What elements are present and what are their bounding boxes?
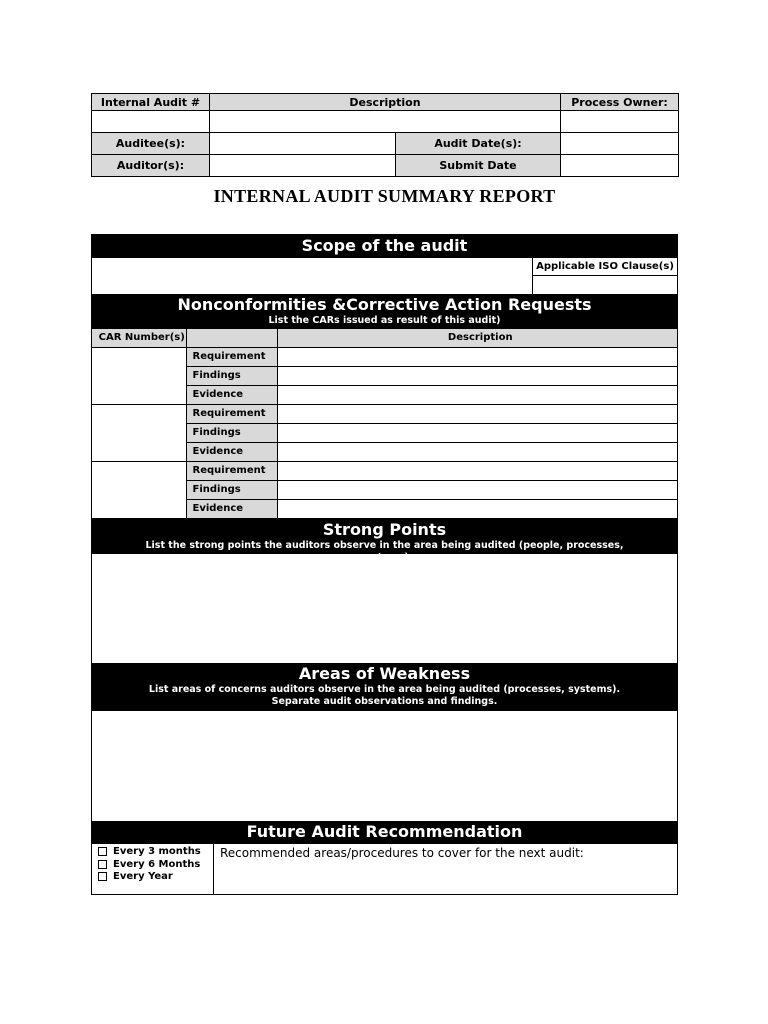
internal-audit-number-field[interactable] [92,111,210,133]
car-row-label: Findings [186,423,277,442]
audit-dates-field[interactable] [561,133,679,155]
weakness-section-header [92,663,677,711]
process-owner-label: Process Owner: [561,94,679,111]
car-row-label: Findings [186,366,277,385]
car-row-label: Evidence [186,442,277,461]
submit-date-label: Submit Date [396,155,561,177]
future-section-header [92,821,677,844]
car-table [92,329,677,519]
audit-dates-label: Audit Date(s): [396,133,561,155]
checkbox-icon[interactable] [98,872,107,881]
auditees-label: Auditee(s): [92,133,210,155]
car-row-field[interactable] [277,480,677,499]
recommended-areas-label: Recommended areas/procedures to cover for the next audit: [220,845,584,860]
frequency-option-3-months[interactable] [98,846,213,859]
iso-clause-box [532,258,677,294]
auditees-field[interactable] [210,133,396,155]
car-row-field[interactable] [277,442,677,461]
recommended-areas-field[interactable] [214,844,584,894]
iso-clause-label: Applicable ISO Clause(s) [532,258,677,276]
car-row-field[interactable] [277,404,677,423]
car-row-field[interactable] [277,461,677,480]
car-row-label: Requirement [186,461,277,480]
car-description-header: Description [277,329,677,347]
weakness-heading: Areas of Weakness [298,663,471,683]
strong-points-subheading: List the strong points the auditors observe in the area being audited (people, processes, systems) [145,539,624,563]
frequency-option-label: Every Year [113,871,173,883]
audit-form [91,234,678,895]
future-row [92,844,677,894]
weakness-subheading: List areas of concerns auditors observe in the area being audited (processes, systems). Separate audit observations and findings. [148,683,621,707]
car-number-header: CAR Number(s) [92,329,186,347]
scope-row [92,258,677,294]
strong-points-heading: Strong Points [322,519,447,539]
car-row-label: Requirement [186,347,277,366]
audit-header-table [91,93,679,177]
car-number-field[interactable] [92,347,186,404]
car-row-label: Evidence [186,385,277,404]
auditors-label: Auditor(s): [92,155,210,177]
car-row-label: Evidence [186,499,277,518]
strong-points-section-header [92,519,677,563]
submit-date-field[interactable] [561,155,679,177]
checkbox-icon[interactable] [98,847,107,856]
scope-field[interactable] [92,258,531,294]
checkbox-icon[interactable] [98,860,107,869]
car-blank-header [186,329,277,347]
car-row-field[interactable] [277,385,677,404]
nonconformities-section-header [92,294,677,329]
car-number-field[interactable] [92,404,186,461]
process-owner-field[interactable] [561,111,679,133]
car-row-field[interactable] [277,499,677,518]
nonconformities-heading: Nonconformities &Corrective Action Requests [177,295,592,314]
future-heading: Future Audit Recommendation [246,821,523,841]
frequency-option-6-months[interactable] [98,858,213,871]
iso-clause-field[interactable] [532,276,677,294]
frequency-option-label: Every 6 Months [113,858,201,870]
car-row-label: Findings [186,480,277,499]
car-row-field[interactable] [277,423,677,442]
nonconformities-subheading: List the CARs issued as result of this audit) [268,315,501,326]
description-field[interactable] [210,111,561,133]
weakness-field[interactable] [92,711,677,821]
car-row-field[interactable] [277,347,677,366]
frequency-option-every-year[interactable] [98,871,213,884]
strong-points-field[interactable] [92,554,677,663]
car-row-label: Requirement [186,404,277,423]
auditors-field[interactable] [210,155,396,177]
frequency-options [92,844,214,894]
description-label: Description [210,94,561,111]
frequency-option-label: Every 3 months [113,846,201,858]
car-row-field[interactable] [277,366,677,385]
report-title: INTERNAL AUDIT SUMMARY REPORT [213,186,556,206]
car-number-field[interactable] [92,461,186,518]
scope-heading: Scope of the audit [301,236,468,255]
scope-section-header [92,235,677,258]
internal-audit-number-label: Internal Audit # [92,94,210,111]
